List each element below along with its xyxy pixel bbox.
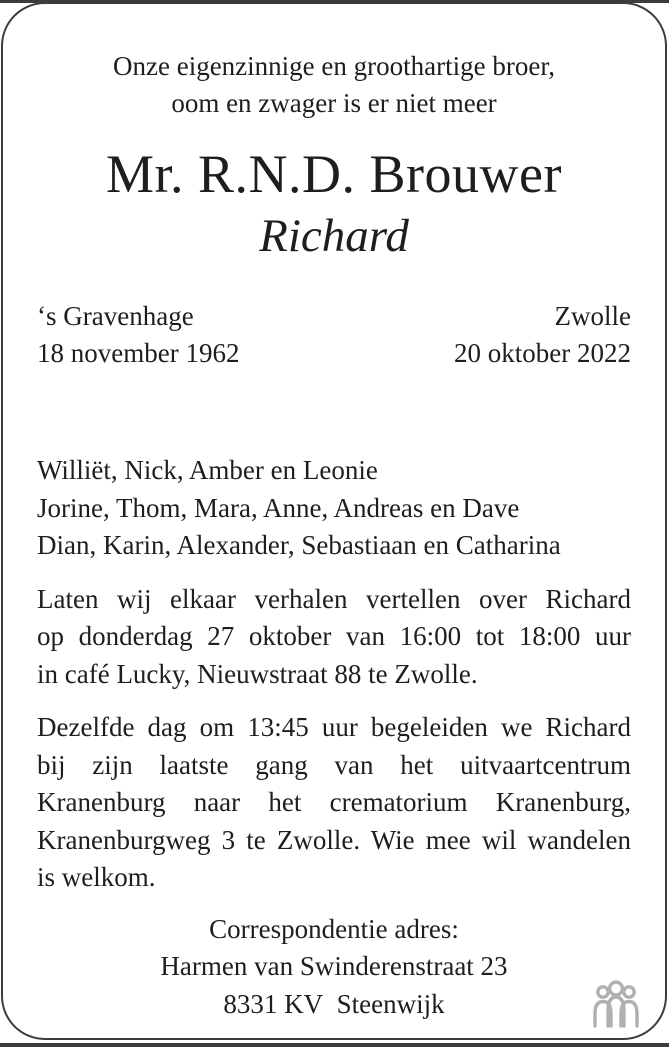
relatives-list [37, 452, 631, 565]
correspondence-block [37, 911, 631, 1024]
three-people-icon [587, 980, 645, 1030]
procession-line-5: is welkom. [37, 862, 156, 892]
gathering-paragraph [37, 581, 631, 694]
procession-line-4: Kranenburgweg 3 te Zwolle. Wie mee wil wandelen [37, 824, 631, 855]
relatives-line-2: Jorine, Thom, Mara, Anne, Andreas en Dave [37, 492, 520, 523]
birth-place: ‘s Gravenhage [37, 301, 194, 331]
obituary-content [3, 4, 665, 1023]
procession-line-3: Kranenburg naar het crematorium Kranenburg, [37, 787, 631, 817]
death-info [454, 298, 631, 372]
procession-line-1: Dezelfde dag om 13:45 uur begeleiden we Richard [37, 712, 631, 742]
birth-death-row [37, 298, 631, 372]
intro-line-1: Onze eigenzinnige en groothartige broer, [113, 51, 555, 81]
gathering-line-1: Laten wij elkaar verhalen vertellen over Richard [37, 583, 631, 614]
birth-date: 18 november 1962 [37, 338, 240, 368]
bottom-edge-bar [0, 1043, 669, 1047]
relatives-line-1: Williët, Nick, Amber en Leonie [37, 455, 378, 485]
procession-paragraph [37, 709, 631, 897]
intro-line-2: oom en zwager is er niet meer [171, 88, 497, 118]
birth-info [37, 298, 239, 372]
gathering-line-2: op donderdag 27 oktober van 16:00 tot 18:00 uur [37, 621, 631, 651]
gathering-line-3: in café Lucky, Nieuwstraat 88 te Zwolle. [37, 658, 478, 689]
deceased-nickname: Richard [259, 210, 409, 262]
deceased-name: Mr. R.N.D. Brouwer [106, 144, 562, 204]
obituary-card [1, 2, 667, 1040]
relatives-line-3: Dian, Karin, Alexander, Sebastiaan en Catharina [37, 530, 561, 560]
intro-text [37, 48, 631, 122]
correspondence-address-2: 8331 KV Steenwijk [223, 988, 445, 1019]
correspondence-title: Correspondentie adres: [209, 913, 459, 944]
death-place: Zwolle [554, 301, 631, 331]
procession-line-2: bij zijn laatste gang van het uitvaartcentrum [37, 749, 631, 780]
death-date: 20 oktober 2022 [454, 338, 631, 368]
correspondence-address-1: Harmen van Swinderenstraat 23 [160, 951, 508, 981]
